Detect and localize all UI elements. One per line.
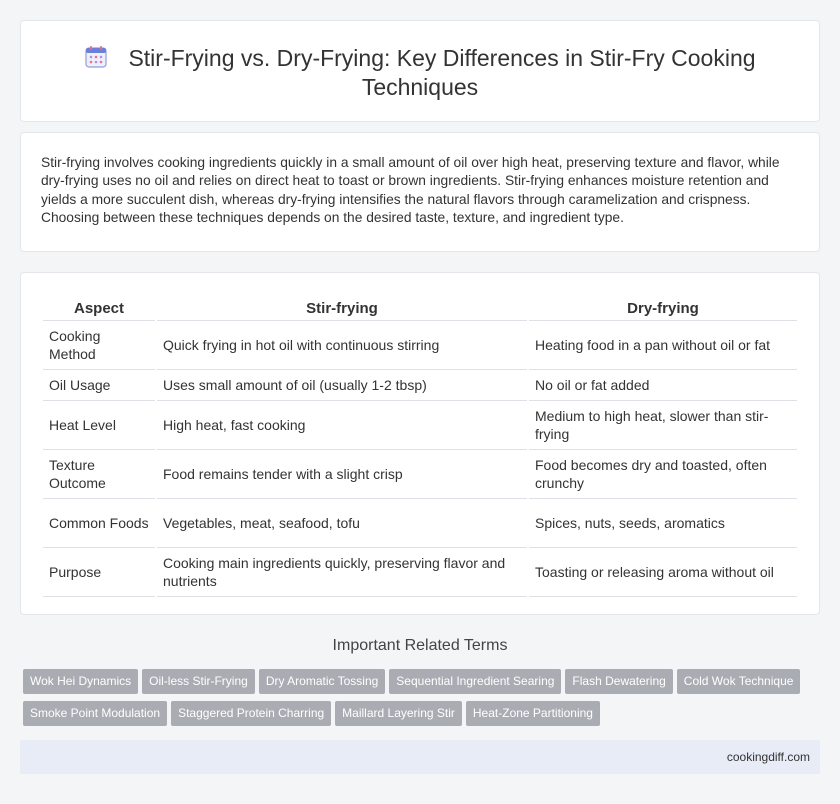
header-stir-frying: Stir-frying xyxy=(157,295,527,321)
tag-sequential-ingredient-searing[interactable]: Sequential Ingredient Searing xyxy=(389,669,561,694)
header-aspect: Aspect xyxy=(43,295,155,321)
table-row xyxy=(43,401,797,450)
intro-paragraph: Stir-frying involves cooking ingredients quickly in a small amount of oil over high heat, preserving texture and flavor, while dry-frying uses no oil and relies on direct heat to toast or brown ingredients. Stir-frying enhances moisture retention and yields a more succulent dish, whereas dry-frying intensifies the natural flavors through caramelization and crispness. Choosing between these techniques depends on the desired taste, texture, and ingredient type. xyxy=(41,155,780,226)
row-aspect: Common Foods xyxy=(43,499,155,548)
table-row xyxy=(43,321,797,370)
page-title: Stir-Frying vs. Dry-Frying: Key Differences in Stir-Fry Cooking Techniques xyxy=(128,45,756,100)
comparison-card xyxy=(20,272,820,615)
intro-card xyxy=(20,132,820,252)
tag-oil-less-stir-frying[interactable]: Oil-less Stir-Frying xyxy=(142,669,255,694)
tag-wok-hei-dynamics[interactable]: Wok Hei Dynamics xyxy=(23,669,138,694)
row-dry-frying: Spices, nuts, seeds, aromatics xyxy=(529,499,797,548)
row-stir-frying: Quick frying in hot oil with continuous stirring xyxy=(157,321,527,370)
row-aspect: Heat Level xyxy=(43,401,155,450)
row-dry-frying: Medium to high heat, slower than stir-frying xyxy=(529,401,797,450)
row-stir-frying: High heat, fast cooking xyxy=(157,401,527,450)
table-header-row xyxy=(43,295,797,321)
related-terms-title: Important Related Terms xyxy=(332,637,508,654)
table-row xyxy=(43,450,797,499)
tag-maillard-layering-stir[interactable]: Maillard Layering Stir xyxy=(335,701,462,726)
row-dry-frying: Food becomes dry and toasted, often crunchy xyxy=(529,450,797,499)
table-row xyxy=(43,370,797,401)
footer-bar xyxy=(20,740,820,774)
row-dry-frying: Heating food in a pan without oil or fat xyxy=(529,321,797,370)
row-aspect: Oil Usage xyxy=(43,370,155,401)
tag-cold-wok-technique[interactable]: Cold Wok Technique xyxy=(677,669,801,694)
tag-heat-zone-partitioning[interactable]: Heat-Zone Partitioning xyxy=(466,701,600,726)
table-row xyxy=(43,499,797,548)
row-aspect: Purpose xyxy=(43,548,155,597)
row-stir-frying: Uses small amount of oil (usually 1-2 tbsp) xyxy=(157,370,527,401)
row-aspect: Texture Outcome xyxy=(43,450,155,499)
tag-staggered-protein-charring[interactable]: Staggered Protein Charring xyxy=(171,701,331,726)
row-stir-frying: Cooking main ingredients quickly, preserving flavor and nutrients xyxy=(157,548,527,597)
related-terms-tags xyxy=(23,669,823,733)
tag-smoke-point-modulation[interactable]: Smoke Point Modulation xyxy=(23,701,167,726)
header-dry-frying: Dry-frying xyxy=(529,295,797,321)
header-card xyxy=(20,20,820,122)
tag-dry-aromatic-tossing[interactable]: Dry Aromatic Tossing xyxy=(259,669,385,694)
row-stir-frying: Vegetables, meat, seafood, tofu xyxy=(157,499,527,548)
row-dry-frying: Toasting or releasing aroma without oil xyxy=(529,548,797,597)
row-aspect: Cooking Method xyxy=(43,321,155,370)
tag-flash-dewatering[interactable]: Flash Dewatering xyxy=(565,669,672,694)
comparison-table xyxy=(41,295,799,597)
table-row xyxy=(43,548,797,597)
footer-site-link[interactable]: cookingdiff.com xyxy=(726,750,810,764)
calendar-icon xyxy=(84,45,108,69)
page-title-wrap xyxy=(21,44,819,102)
row-dry-frying: No oil or fat added xyxy=(529,370,797,401)
row-stir-frying: Food remains tender with a slight crisp xyxy=(157,450,527,499)
